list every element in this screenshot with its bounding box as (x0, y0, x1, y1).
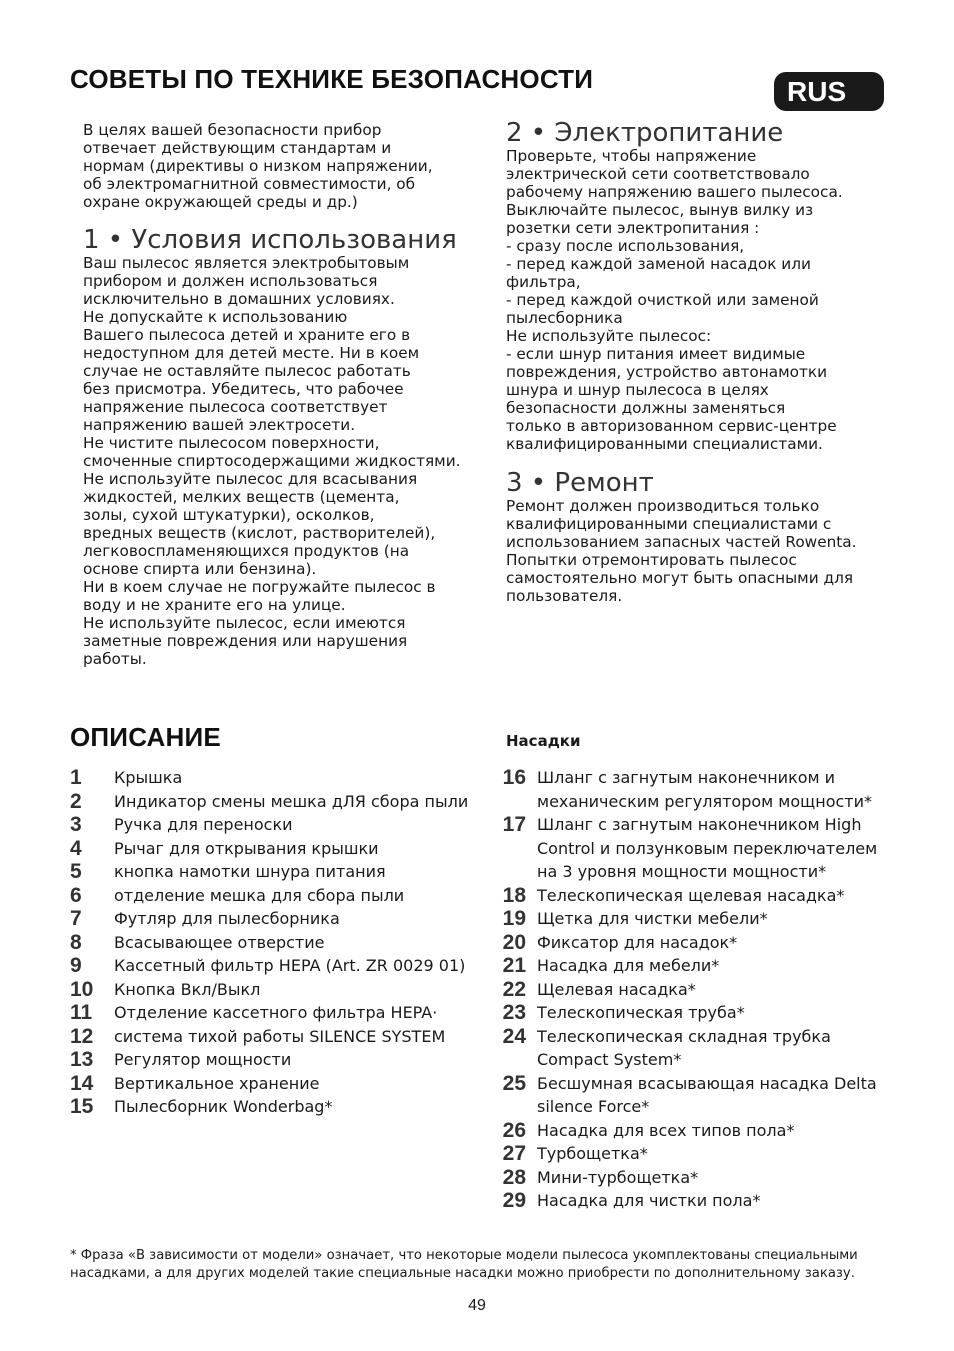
item-label: Щетка для чистки мебели* (537, 909, 768, 928)
item-number: 18 (502, 883, 526, 907)
section-2-title: 2 • Электропитание (506, 118, 784, 148)
list-item (70, 978, 490, 1002)
item-number: 4 (70, 836, 82, 860)
list-item (500, 931, 890, 955)
item-number: 29 (502, 1189, 526, 1212)
item-number: 1 (70, 766, 82, 789)
item-number: 12 (70, 1024, 94, 1048)
footnote: * Фраза «В зависимости от модели» означает, что некоторые модели пылесоса укомплектованы специальными насадками, а для других моделей такие специальные насадки можно приобрести по дополнительному заказу. (70, 1248, 858, 1281)
item-number: 14 (70, 1071, 94, 1095)
list-item (500, 1025, 890, 1072)
parts-list (70, 766, 490, 1119)
section-1-body: Ваш пылесос является электробытовым прибором и должен использоваться исключительно в домашних условиях. Не допускайте к использованию Вашего пылесоса детей и храните его в недоступном для детей месте. Ни в коем случае не оставляйте пылесос работать без присмотра. Убедитесь, что рабочее напряжение пылесоса соответствует напряжению вашей электросети. Не чистите пылесосом поверхности, смоченные спиртосодержащими жидкостями. Не используйте пылесос для всасывания жидкостей, мелких веществ (цемента, золы, сухой штукатурки), осколков, вредных веществ (кислот, растворителей), легковоспламеняющихся продуктов (на основе спирта или бензина). Ни в коем случае не погружайте пылесос в воду и не храните его на улице. Не используйте пылесос, если имеются заметные повреждения или нарушения работы. (83, 254, 461, 668)
item-label: Фиксатор для насадок* (537, 932, 738, 952)
section-3-body: Ремонт должен производиться только квалифицированными специалистами с использованием запасных частей Rowenta. Попытки отремонтировать пылесос самостоятельно могут быть опасными для пользователя. (506, 497, 857, 605)
safety-intro: В целях вашей безопасности прибор отвечает действующим стандартам и нормам (директивы о низком напряжении, об электромагнитной совместимости, об охране окружающей среды и др.) (83, 121, 433, 211)
list-item (500, 1142, 890, 1166)
safety-title: СОВЕТЫ ПО ТЕХНИКЕ БЕЗОПАСНОСТИ (70, 64, 594, 94)
list-item (70, 1025, 490, 1049)
list-item (500, 1166, 890, 1190)
item-number: 25 (502, 1071, 526, 1095)
list-item (500, 978, 890, 1002)
item-label: Отделение кассетного фильтра HEPA· (114, 1003, 438, 1022)
item-label: кнопка намотки шнура питания (114, 862, 386, 881)
item-number: 23 (502, 1001, 526, 1024)
item-label: отделение мешка для сбора пыли (114, 885, 405, 905)
list-item (70, 860, 490, 884)
description-title: ОПИСАНИЕ (70, 722, 221, 752)
item-number: 24 (502, 1024, 526, 1048)
item-label: Всасывающее отверстие (114, 932, 325, 952)
item-number: 2 (70, 789, 82, 813)
section-3-title: 3 • Ремонт (506, 468, 654, 498)
item-label: Телескопическая щелевая насадка* (537, 885, 845, 905)
page-number: 49 (468, 1297, 486, 1314)
list-item (500, 907, 890, 931)
item-number: 19 (502, 907, 526, 930)
item-number: 11 (70, 1001, 93, 1024)
item-label: Телескопическая труба* (537, 1003, 745, 1022)
item-number: 17 (502, 813, 526, 836)
item-number: 8 (70, 930, 82, 954)
item-label: Кассетный фильтр HEPA (Art. ZR 0029 01) (114, 956, 466, 975)
list-item (70, 790, 490, 814)
list-item (70, 954, 490, 978)
attachments-list (500, 766, 890, 1213)
item-label: Регулятор мощности (114, 1050, 292, 1069)
list-item (70, 884, 490, 908)
item-number: 9 (70, 954, 82, 977)
list-item (70, 1001, 490, 1025)
item-number: 10 (70, 977, 94, 1001)
item-number: 21 (502, 954, 526, 977)
item-label: Мини-турбощетка* (537, 1167, 699, 1187)
list-item (70, 813, 490, 837)
item-label: Рычаг для открывания крышки (114, 838, 379, 858)
language-badge: RUS (774, 72, 884, 111)
item-number: 20 (502, 930, 526, 954)
item-label: Крышка (114, 768, 183, 787)
item-label: Ручка для переноски (114, 815, 293, 834)
item-label: Футляр для пылесборника (114, 909, 340, 928)
item-number: 13 (70, 1048, 94, 1071)
list-item (70, 931, 490, 955)
item-number: 15 (70, 1095, 94, 1118)
item-label: Кнопка Вкл/Выкл (114, 979, 261, 999)
item-label: Насадка для чистки пола* (537, 1191, 761, 1210)
item-number: 28 (502, 1165, 526, 1189)
list-item (70, 766, 490, 790)
item-label: Телескопическая складная трубка Compact System* (537, 1026, 831, 1069)
item-number: 26 (502, 1118, 526, 1142)
item-number: 6 (70, 883, 82, 907)
list-item (500, 1189, 890, 1213)
list-item (500, 1072, 890, 1119)
list-item (500, 884, 890, 908)
list-item (70, 1048, 490, 1072)
list-item (70, 1095, 490, 1119)
list-item (500, 813, 890, 884)
section-2-body: Проверьте, чтобы напряжение электрической сети соответствовало рабочему напряжению вашего пылесоса. Выключайте пылесос, вынув вилку из розетки сети электропитания : - сразу после использования, - перед каждой заменой насадок или фильтра, - перед каждой очисткой или заменой пылесборника Не используйте пылесос: - если шнур питания имеет видимые повреждения, устройство автонамотки шнура и шнур пылесоса в целях безопасности должны заменяться только в авторизованном сервис-центре квалифицированными специалистами. (506, 147, 843, 453)
item-label: Пылесборник Wonderbag* (114, 1097, 333, 1116)
list-item (500, 766, 890, 813)
item-number: 27 (502, 1142, 526, 1165)
item-label: Индикатор смены мешка дЛЯ сбора пыли (114, 791, 469, 811)
list-item (500, 1001, 890, 1025)
item-label: Шланг с загнутым наконечником и механическим регулятором мощности* (537, 768, 872, 811)
item-label: Насадка для мебели* (537, 956, 720, 975)
item-number: 7 (70, 907, 82, 930)
list-item (70, 837, 490, 861)
section-1-title: 1 • Условия использования (83, 225, 457, 255)
attachments-label: Насадки (506, 732, 581, 750)
item-label: Щелевая насадка* (537, 979, 696, 999)
item-label: Насадка для всех типов пола* (537, 1120, 795, 1140)
item-number: 22 (502, 977, 526, 1001)
item-label: система тихой работы SILENCE SYSTEM (114, 1026, 446, 1046)
item-label: Турбощетка* (537, 1144, 648, 1163)
list-item (70, 907, 490, 931)
list-item (500, 1119, 890, 1143)
list-item (70, 1072, 490, 1096)
item-label: Бесшумная всасывающая насадка Delta silence Force* (537, 1073, 877, 1116)
item-number: 5 (70, 860, 82, 883)
item-number: 3 (70, 813, 82, 836)
list-item (500, 954, 890, 978)
item-number: 16 (502, 766, 526, 789)
item-label: Вертикальное хранение (114, 1073, 320, 1093)
item-label: Шланг с загнутым наконечником High Control и ползунковым переключателем на 3 уровня мощности мощности* (537, 815, 878, 881)
